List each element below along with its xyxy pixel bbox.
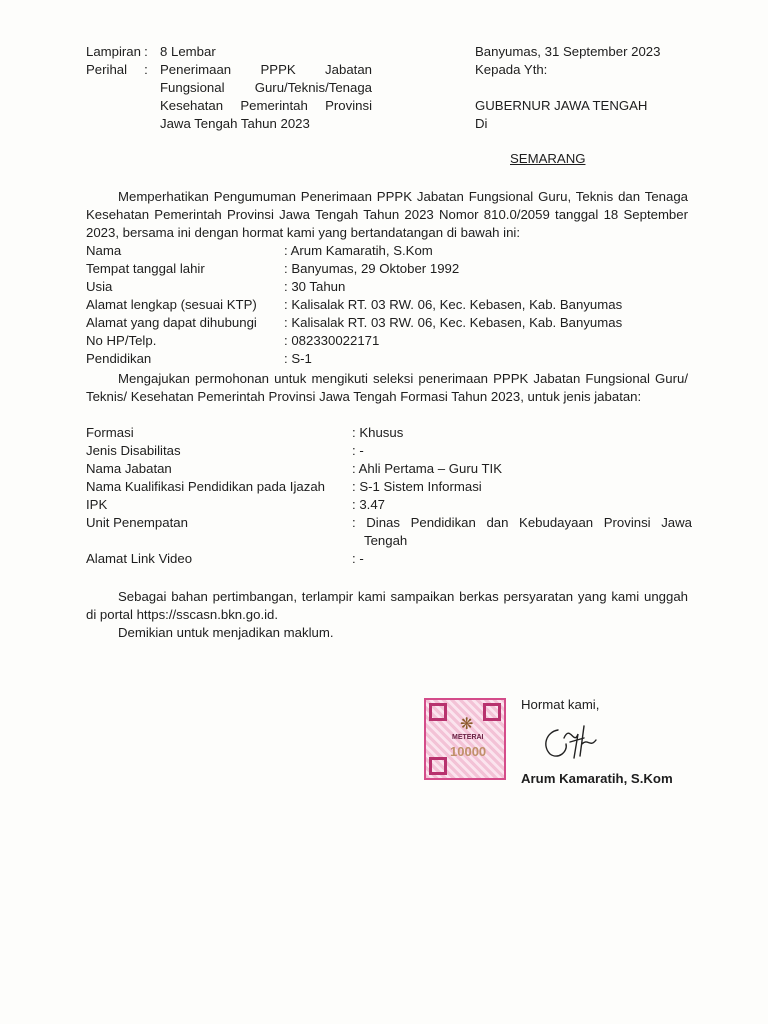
field-label: Alamat Link Video [86,551,193,566]
field-row [86,332,706,350]
stamp-amount: 10000 [450,744,487,759]
field-value: : - [352,443,364,458]
signer-name: Arum Kamaratih, S.Kom [521,771,673,786]
field-value: : Khusus [352,425,404,440]
field-value: : 3.47 [352,497,385,512]
perihal-row-cont [86,97,406,115]
field-label: Alamat lengkap (sesuai KTP) [86,297,257,312]
field-row [86,532,706,550]
request-paragraph: Mengajukan permohonan untuk mengikuti seleksi penerimaan PPPK Jabatan Fungsional Guru/ Teknis/ Kesehatan Pemerintah Provinsi Jawa Tengah Formasi Tahun 2023, untuk jenis jabatan: [86,371,688,404]
field-value: : Kalisalak RT. 03 RW. 06, Kec. Kebasen, Kab. Banyumas [284,315,623,330]
perihal-line: Kesehatan Pemerintah Provinsi [160,98,372,113]
field-label: Nama Kualifikasi Pendidikan pada Ijazah [86,479,325,494]
field-value: Tengah [364,533,408,548]
field-value: : Ahli Pertama – Guru TIK [352,461,503,476]
field-label: Unit Penempatan [86,515,188,530]
intro-paragraph: Memperhatikan Pengumuman Penerimaan PPPK Jabatan Fungsional Guru, Teknis dan Tenaga Kesehatan Pemerintah Provinsi Jawa Tengah Tahun 2023 Nomor 810.0/2059 tanggal 18 September 2023, bersama ini dengan hormat kami yang bertandatangan di bawah ini: [86,189,688,240]
stamp-title: METERAI [452,734,484,741]
field-row [86,278,706,296]
attachment-paragraph: Sebagai bahan pertimbangan, terlampir kami sampaikan berkas persyaratan yang kami unggah di portal https://sscasn.bkn.go.id. [86,589,688,622]
field-row [86,314,706,332]
field-row [86,242,706,260]
perihal-label: Perihal [86,62,128,77]
perihal-row [86,61,406,79]
field-row [86,442,706,460]
field-row [86,478,706,496]
field-value: : Banyumas, 29 Oktober 1992 [284,261,460,276]
field-label: Tempat tanggal lahir [86,261,205,276]
field-value: : 082330022171 [284,333,380,348]
field-row [86,296,706,314]
letter-header [86,43,406,133]
field-row [86,260,706,278]
field-label: Alamat yang dapat dihubungi [86,315,257,330]
field-label: No HP/Telp. [86,333,157,348]
field-value: : Kalisalak RT. 03 RW. 06, Kec. Kebasen, Kab. Banyumas [284,297,623,312]
field-label: Nama [86,243,122,258]
field-label [86,532,352,550]
qr-corner-icon [429,703,447,721]
field-label: IPK [86,497,108,512]
field-value: : S-1 Sistem Informasi [352,479,482,494]
meterai-stamp [424,698,506,780]
field-label: Jenis Disabilitas [86,443,181,458]
recipient-block [475,43,705,133]
field-value: : - [352,551,364,566]
field-row [86,550,706,568]
field-label: Formasi [86,425,134,440]
qr-corner-icon [483,703,501,721]
perihal-line: Penerimaan PPPK Jabatan [160,62,372,77]
position-fields [86,424,706,568]
field-value: : 30 Tahun [284,279,346,294]
field-value: : Dinas Pendidikan dan Kebudayaan Provinsi Jawa [352,515,692,530]
recipient-city: SEMARANG [510,151,586,166]
perihal-line: Jawa Tengah Tahun 2023 [160,116,310,131]
separator: : [144,62,148,77]
field-row [86,424,706,442]
handwritten-signature [540,716,604,762]
applicant-fields [86,242,706,368]
field-value: : S-1 [284,351,312,366]
field-label: Pendidikan [86,351,152,366]
lampiran-label: Lampiran [86,44,141,59]
recipient-di: Di [475,116,488,131]
field-label: Nama Jabatan [86,461,172,476]
field-row [86,496,706,514]
closing-paragraph: Demikian untuk menjadikan maklum. [118,625,334,640]
lampiran-row [86,43,406,61]
qr-corner-icon [429,757,447,775]
closing-greeting: Hormat kami, [521,697,600,712]
perihal-line: Fungsional Guru/Teknis/Tenaga [160,80,372,95]
field-row [86,514,706,532]
perihal-row-cont [86,79,406,97]
field-label: Usia [86,279,113,294]
perihal-row-cont [86,115,406,133]
recipient-name: GUBERNUR JAWA TENGAH [475,98,648,113]
field-row [86,460,706,478]
field-value: : Arum Kamaratih, S.Kom [284,243,433,258]
garuda-emblem-icon: ❋ [460,716,474,733]
kepada-yth: Kepada Yth: [475,62,548,77]
lampiran-value: 8 Lembar [160,44,216,59]
place-date: Banyumas, 31 September 2023 [475,44,661,59]
separator: : [144,44,148,59]
field-row [86,350,706,368]
